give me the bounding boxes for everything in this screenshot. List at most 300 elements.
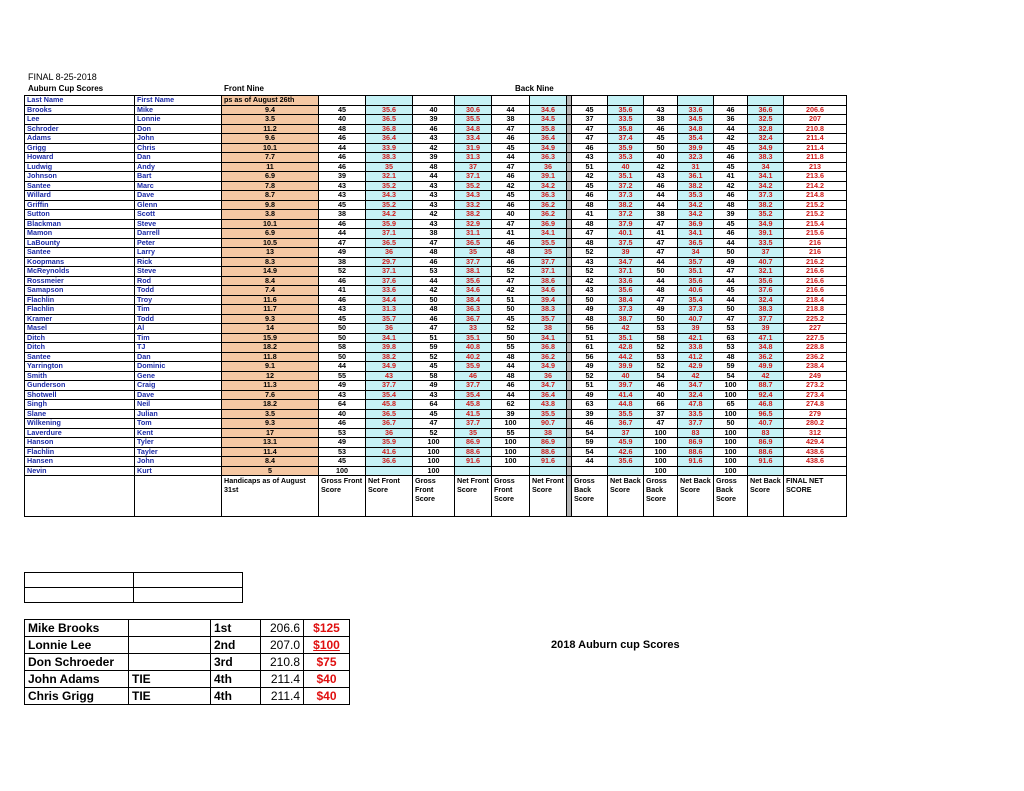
last-name-cell: LaBounty xyxy=(25,238,135,248)
gross-score-cell: 53 xyxy=(714,324,748,334)
net-score-cell: 38.6 xyxy=(530,276,567,286)
net-score-cell: 37.2 xyxy=(608,181,644,191)
gross-score-cell: 48 xyxy=(572,238,608,248)
header-row xyxy=(25,96,847,106)
net-score-cell: 41.6 xyxy=(366,447,413,457)
winner-row xyxy=(25,637,350,654)
net-score-cell: 38 xyxy=(530,324,567,334)
winner-score: 211.4 xyxy=(261,671,304,688)
net-score-cell: 43.8 xyxy=(530,400,567,410)
player-row xyxy=(25,191,847,201)
gross-score-cell: 46 xyxy=(492,238,530,248)
final-net-score-cell: 279 xyxy=(784,409,847,419)
gross-score-cell: 100 xyxy=(492,457,530,467)
winner-name: Chris Grigg xyxy=(25,688,129,705)
gross-score-cell: 48 xyxy=(492,371,530,381)
first-name-cell: Tyler xyxy=(135,438,222,448)
gross-score-cell: 51 xyxy=(492,295,530,305)
first-name-cell: Glenn xyxy=(135,200,222,210)
gross-score-cell: 50 xyxy=(319,324,366,334)
gross-score-cell: 100 xyxy=(714,428,748,438)
gross-score-cell: 47 xyxy=(492,276,530,286)
blank-cell xyxy=(25,588,134,603)
last-name-cell: Schroder xyxy=(25,124,135,134)
last-name-cell: Nevin xyxy=(25,466,135,476)
gross-score-cell: 44 xyxy=(644,257,678,267)
gross-score-cell: 47 xyxy=(714,267,748,277)
net-score-cell: 34.9 xyxy=(530,362,567,372)
net-score-cell: 35.9 xyxy=(366,438,413,448)
net-score-cell: 35.1 xyxy=(608,333,644,343)
blank-cell xyxy=(134,573,243,588)
handicap-cell: 17 xyxy=(222,428,319,438)
player-row xyxy=(25,134,847,144)
net-score-cell: 35.6 xyxy=(608,457,644,467)
player-row xyxy=(25,457,847,467)
net-score-cell: 34.2 xyxy=(748,181,784,191)
handicap-cell: 8.3 xyxy=(222,257,319,267)
net-score-cell: 35.1 xyxy=(608,172,644,182)
net-score-cell: 37.1 xyxy=(366,267,413,277)
net-score-cell: 36.6 xyxy=(366,457,413,467)
column-label xyxy=(25,476,135,517)
gross-score-cell: 45 xyxy=(413,409,455,419)
net-score-cell: 90.7 xyxy=(530,419,567,429)
handicap-cell: 11 xyxy=(222,162,319,172)
net-score-cell: 88.6 xyxy=(678,447,714,457)
gross-score-cell: 48 xyxy=(492,352,530,362)
net-score-cell: 37.7 xyxy=(455,257,492,267)
first-name-cell: TJ xyxy=(135,343,222,353)
gross-score-cell: 45 xyxy=(714,219,748,229)
player-row xyxy=(25,362,847,372)
last-name-cell: Laverdure xyxy=(25,428,135,438)
gross-score-cell: 52 xyxy=(572,267,608,277)
header-cell xyxy=(572,96,608,106)
gross-score-cell: 48 xyxy=(714,352,748,362)
net-score-cell: 33.5 xyxy=(608,115,644,125)
net-score-cell: 31 xyxy=(678,162,714,172)
net-score-cell: 47.1 xyxy=(748,333,784,343)
gross-score-cell: 40 xyxy=(319,115,366,125)
gross-score-cell: 100 xyxy=(644,466,678,476)
handicap-cell: 9.1 xyxy=(222,362,319,372)
gross-score-cell: 50 xyxy=(319,333,366,343)
gross-score-cell: 43 xyxy=(319,305,366,315)
net-score-cell: 91.6 xyxy=(455,457,492,467)
first-name-cell: Todd xyxy=(135,286,222,296)
gross-score-cell: 44 xyxy=(492,153,530,163)
net-score-cell: 33.6 xyxy=(608,276,644,286)
winner-score: 210.8 xyxy=(261,654,304,671)
final-net-score-cell: 213.6 xyxy=(784,172,847,182)
net-score-cell: 38.2 xyxy=(366,352,413,362)
header-cell xyxy=(413,96,455,106)
net-score-cell xyxy=(455,466,492,476)
gross-score-cell: 46 xyxy=(413,314,455,324)
net-score-cell: 31.9 xyxy=(455,143,492,153)
handicap-cell: 3.5 xyxy=(222,409,319,419)
gross-score-cell: 52 xyxy=(492,324,530,334)
handicap-cell: 7.7 xyxy=(222,153,319,163)
net-score-cell: 35.5 xyxy=(530,238,567,248)
winner-place: 3rd xyxy=(211,654,261,671)
first-name-cell: Mike xyxy=(135,105,222,115)
last-name-cell: Flachlin xyxy=(25,447,135,457)
net-score-cell: 37.3 xyxy=(748,191,784,201)
net-score-cell: 34.9 xyxy=(748,219,784,229)
final-net-score-cell: 206.6 xyxy=(784,105,847,115)
player-row xyxy=(25,210,847,220)
net-score-cell: 35 xyxy=(366,162,413,172)
gross-score-cell: 46 xyxy=(492,381,530,391)
gross-score-cell: 56 xyxy=(572,352,608,362)
net-score-cell: 36 xyxy=(530,371,567,381)
net-score-cell: 34.8 xyxy=(678,124,714,134)
first-name-cell: Andy xyxy=(135,162,222,172)
gross-score-cell: 46 xyxy=(413,124,455,134)
gross-score-cell: 46 xyxy=(319,276,366,286)
final-net-score-cell xyxy=(784,466,847,476)
gross-score-cell: 55 xyxy=(492,428,530,438)
net-score-cell: 40 xyxy=(608,162,644,172)
final-net-score-cell: 215.6 xyxy=(784,229,847,239)
net-score-cell: 34.8 xyxy=(455,124,492,134)
net-score-cell: 38 xyxy=(530,428,567,438)
gross-score-cell: 36 xyxy=(714,115,748,125)
handicap-cell: 13.1 xyxy=(222,438,319,448)
net-score-cell: 34.9 xyxy=(366,362,413,372)
net-score-cell: 32.4 xyxy=(748,295,784,305)
net-score-cell: 36.2 xyxy=(530,200,567,210)
gross-score-cell: 44 xyxy=(492,390,530,400)
gross-score-cell: 51 xyxy=(572,162,608,172)
final-net-score-cell: 215.4 xyxy=(784,219,847,229)
gross-score-cell: 38 xyxy=(413,229,455,239)
net-score-cell: 39.4 xyxy=(530,295,567,305)
last-name-cell: McReynolds xyxy=(25,267,135,277)
net-score-cell: 37 xyxy=(455,162,492,172)
winner-prize: $100 xyxy=(304,637,350,654)
final-net-score-cell: 438.6 xyxy=(784,457,847,467)
net-score-cell: 40.2 xyxy=(455,352,492,362)
gross-score-cell: 41 xyxy=(319,286,366,296)
net-score-cell: 36.8 xyxy=(366,124,413,134)
net-score-cell: 36.7 xyxy=(366,419,413,429)
net-score-cell: 33.5 xyxy=(678,409,714,419)
net-score-cell: 34.7 xyxy=(608,257,644,267)
net-score-cell: 34.9 xyxy=(530,143,567,153)
gross-score-cell: 46 xyxy=(492,257,530,267)
winner-tie xyxy=(129,620,211,637)
player-row xyxy=(25,324,847,334)
net-score-cell: 37.1 xyxy=(366,229,413,239)
gross-score-cell: 50 xyxy=(572,295,608,305)
gross-score-cell: 55 xyxy=(492,343,530,353)
gross-score-cell: 43 xyxy=(644,105,678,115)
net-score-cell: 37.3 xyxy=(608,305,644,315)
first-name-cell: Al xyxy=(135,324,222,334)
net-score-cell: 33.9 xyxy=(366,143,413,153)
winner-tie: TIE xyxy=(129,671,211,688)
net-score-cell: 46.8 xyxy=(748,400,784,410)
net-score-cell: 36.2 xyxy=(748,352,784,362)
gross-score-cell: 46 xyxy=(714,229,748,239)
gross-score-cell: 40 xyxy=(644,153,678,163)
net-score-cell: 36.9 xyxy=(530,219,567,229)
column-label: Handicaps as of August 31st xyxy=(222,476,319,517)
final-net-score-cell: 211.4 xyxy=(784,143,847,153)
net-score-cell: 36.6 xyxy=(748,105,784,115)
net-score-cell: 37.6 xyxy=(748,286,784,296)
gross-score-cell: 49 xyxy=(319,381,366,391)
first-name-cell: Larry xyxy=(135,248,222,258)
gross-score-cell: 47 xyxy=(492,162,530,172)
handicap-cell: 10.5 xyxy=(222,238,319,248)
net-score-cell: 38.2 xyxy=(748,200,784,210)
net-score-cell: 39 xyxy=(608,248,644,258)
winner-row xyxy=(25,620,350,637)
gross-score-cell: 42 xyxy=(492,181,530,191)
gross-score-cell: 52 xyxy=(413,352,455,362)
last-name-cell: Adams xyxy=(25,134,135,144)
net-score-cell: 40 xyxy=(608,371,644,381)
net-score-cell: 36.4 xyxy=(530,134,567,144)
gross-score-cell: 44 xyxy=(572,457,608,467)
column-label: Net Back Score xyxy=(678,476,714,517)
column-label xyxy=(135,476,222,517)
first-name-cell: Tom xyxy=(135,419,222,429)
gross-score-cell: 66 xyxy=(644,400,678,410)
handicap-cell: 11.8 xyxy=(222,352,319,362)
gross-score-cell: 44 xyxy=(319,143,366,153)
gross-score-cell: 46 xyxy=(644,124,678,134)
net-score-cell: 86.9 xyxy=(455,438,492,448)
first-name-cell: Troy xyxy=(135,295,222,305)
final-net-score-cell: 216.2 xyxy=(784,257,847,267)
final-net-score-cell: 228.8 xyxy=(784,343,847,353)
net-score-cell: 34.1 xyxy=(748,172,784,182)
net-score-cell: 31.3 xyxy=(455,153,492,163)
gross-score-cell: 61 xyxy=(572,343,608,353)
header-cell xyxy=(644,96,678,106)
net-score-cell: 34.4 xyxy=(366,295,413,305)
net-score-cell: 96.5 xyxy=(748,409,784,419)
gross-score-cell: 46 xyxy=(319,153,366,163)
net-score-cell: 39.7 xyxy=(608,381,644,391)
handicap-cell: 9.3 xyxy=(222,314,319,324)
first-name-cell: Julian xyxy=(135,409,222,419)
net-score-cell: 35.2 xyxy=(366,181,413,191)
gross-score-cell: 42 xyxy=(714,181,748,191)
net-score-cell: 38.3 xyxy=(366,153,413,163)
last-name-cell: Johnson xyxy=(25,172,135,182)
gross-score-cell: 44 xyxy=(644,200,678,210)
col-handicap: ps as of August 26th xyxy=(222,96,319,106)
first-name-cell: Peter xyxy=(135,238,222,248)
gross-score-cell: 45 xyxy=(572,105,608,115)
handicap-cell: 9.6 xyxy=(222,134,319,144)
net-score-cell: 32.4 xyxy=(678,390,714,400)
net-score-cell: 34.1 xyxy=(530,333,567,343)
net-score-cell: 33.6 xyxy=(678,105,714,115)
gross-score-cell: 48 xyxy=(572,219,608,229)
gross-score-cell: 45 xyxy=(319,200,366,210)
gross-score-cell: 52 xyxy=(644,362,678,372)
player-row xyxy=(25,257,847,267)
handicap-cell: 14.9 xyxy=(222,267,319,277)
winner-place: 4th xyxy=(211,671,261,688)
player-row xyxy=(25,352,847,362)
gross-score-cell: 100 xyxy=(714,466,748,476)
handicap-cell: 10.1 xyxy=(222,143,319,153)
header-cell xyxy=(366,96,413,106)
handicap-cell: 9.8 xyxy=(222,200,319,210)
gross-score-cell: 42 xyxy=(413,143,455,153)
gross-score-cell: 45 xyxy=(572,181,608,191)
winner-name: John Adams xyxy=(25,671,129,688)
net-score-cell: 39.1 xyxy=(530,172,567,182)
gross-score-cell: 46 xyxy=(319,162,366,172)
net-score-cell: 32.4 xyxy=(748,134,784,144)
player-row xyxy=(25,124,847,134)
net-score-cell: 38.2 xyxy=(678,181,714,191)
winner-place: 2nd xyxy=(211,637,261,654)
player-row xyxy=(25,286,847,296)
handicap-cell: 12 xyxy=(222,371,319,381)
net-score-cell: 42 xyxy=(678,371,714,381)
net-score-cell: 35.6 xyxy=(366,105,413,115)
gross-score-cell: 50 xyxy=(644,143,678,153)
handicap-cell: 7.4 xyxy=(222,286,319,296)
net-score-cell: 39.8 xyxy=(366,343,413,353)
back-nine-label: Back Nine xyxy=(515,84,554,93)
gross-score-cell: 52 xyxy=(413,428,455,438)
final-net-score-cell: 211.4 xyxy=(784,134,847,144)
gross-score-cell: 50 xyxy=(714,305,748,315)
net-score-cell: 38.4 xyxy=(455,295,492,305)
first-name-cell: Craig xyxy=(135,381,222,391)
net-score-cell: 36 xyxy=(366,428,413,438)
gross-score-cell: 43 xyxy=(572,257,608,267)
gross-score-cell: 59 xyxy=(572,438,608,448)
player-row xyxy=(25,162,847,172)
final-net-score-cell: 216.6 xyxy=(784,286,847,296)
gross-score-cell: 44 xyxy=(714,295,748,305)
first-name-cell: Steve xyxy=(135,219,222,229)
gross-score-cell: 43 xyxy=(413,134,455,144)
gross-score-cell: 65 xyxy=(714,400,748,410)
net-score-cell: 30.6 xyxy=(455,105,492,115)
header-cell xyxy=(748,96,784,106)
net-score-cell: 35.4 xyxy=(455,390,492,400)
net-score-cell: 35.4 xyxy=(678,134,714,144)
first-name-cell: Todd xyxy=(135,314,222,324)
gross-score-cell: 47 xyxy=(572,124,608,134)
gross-score-cell: 100 xyxy=(714,390,748,400)
player-row xyxy=(25,314,847,324)
player-row xyxy=(25,343,847,353)
winner-tie xyxy=(129,654,211,671)
gross-score-cell: 48 xyxy=(714,200,748,210)
net-score-cell: 33 xyxy=(455,324,492,334)
net-score-cell: 32.1 xyxy=(366,172,413,182)
net-score-cell: 37 xyxy=(608,428,644,438)
last-name-cell: Kramer xyxy=(25,314,135,324)
final-net-score-cell: 216.6 xyxy=(784,276,847,286)
net-score-cell: 35.1 xyxy=(455,333,492,343)
net-score-cell: 35 xyxy=(530,248,567,258)
net-score-cell: 34.6 xyxy=(530,105,567,115)
gross-score-cell: 100 xyxy=(492,438,530,448)
gross-score-cell: 44 xyxy=(413,172,455,182)
net-score-cell xyxy=(366,466,413,476)
final-net-score-cell: 216 xyxy=(784,238,847,248)
player-row xyxy=(25,400,847,410)
gross-score-cell: 38 xyxy=(644,115,678,125)
final-net-score-cell: 236.2 xyxy=(784,352,847,362)
column-label: Net Front Score xyxy=(530,476,567,517)
winner-prize: $40 xyxy=(304,671,350,688)
last-name-cell: Mamon xyxy=(25,229,135,239)
handicap-cell: 15.9 xyxy=(222,333,319,343)
net-score-cell: 35.7 xyxy=(366,314,413,324)
handicap-cell: 3.8 xyxy=(222,210,319,220)
first-name-cell: Neil xyxy=(135,400,222,410)
first-name-cell: Darrell xyxy=(135,229,222,239)
final-net-score-cell: 227 xyxy=(784,324,847,334)
handicap-cell: 3.5 xyxy=(222,115,319,125)
net-score-cell: 34.5 xyxy=(678,115,714,125)
gross-score-cell: 38 xyxy=(319,210,366,220)
player-row xyxy=(25,371,847,381)
gross-score-cell: 43 xyxy=(319,390,366,400)
gross-score-cell: 44 xyxy=(492,105,530,115)
net-score-cell: 88.6 xyxy=(455,447,492,457)
gross-score-cell: 100 xyxy=(319,466,366,476)
gross-score-cell: 58 xyxy=(644,333,678,343)
gross-score-cell: 51 xyxy=(572,381,608,391)
gross-score-cell: 45 xyxy=(714,162,748,172)
net-score-cell: 37.7 xyxy=(455,419,492,429)
net-score-cell: 36.9 xyxy=(678,219,714,229)
net-score-cell: 37.2 xyxy=(608,210,644,220)
final-net-score-cell: 216.6 xyxy=(784,267,847,277)
gross-score-cell: 49 xyxy=(572,390,608,400)
first-name-cell: Kent xyxy=(135,428,222,438)
handicap-cell: 5 xyxy=(222,466,319,476)
gross-score-cell: 48 xyxy=(572,200,608,210)
net-score-cell: 42 xyxy=(608,324,644,334)
gross-score-cell: 42 xyxy=(714,134,748,144)
net-score-cell xyxy=(608,466,644,476)
final-net-score-cell: 429.4 xyxy=(784,438,847,448)
first-name-cell: Dave xyxy=(135,191,222,201)
gross-score-cell: 46 xyxy=(572,191,608,201)
net-score-cell: 33.6 xyxy=(366,286,413,296)
net-score-cell: 83 xyxy=(748,428,784,438)
gross-score-cell: 40 xyxy=(644,390,678,400)
net-score-cell: 40.8 xyxy=(455,343,492,353)
gross-score-cell: 100 xyxy=(714,381,748,391)
handicap-cell: 13 xyxy=(222,248,319,258)
net-score-cell: 42.6 xyxy=(608,447,644,457)
net-score-cell: 39 xyxy=(678,324,714,334)
final-net-score-cell: 216 xyxy=(784,248,847,258)
gross-score-cell: 46 xyxy=(413,257,455,267)
winners-title: 2018 Auburn cup Scores xyxy=(551,639,680,651)
net-score-cell: 88.6 xyxy=(530,447,567,457)
